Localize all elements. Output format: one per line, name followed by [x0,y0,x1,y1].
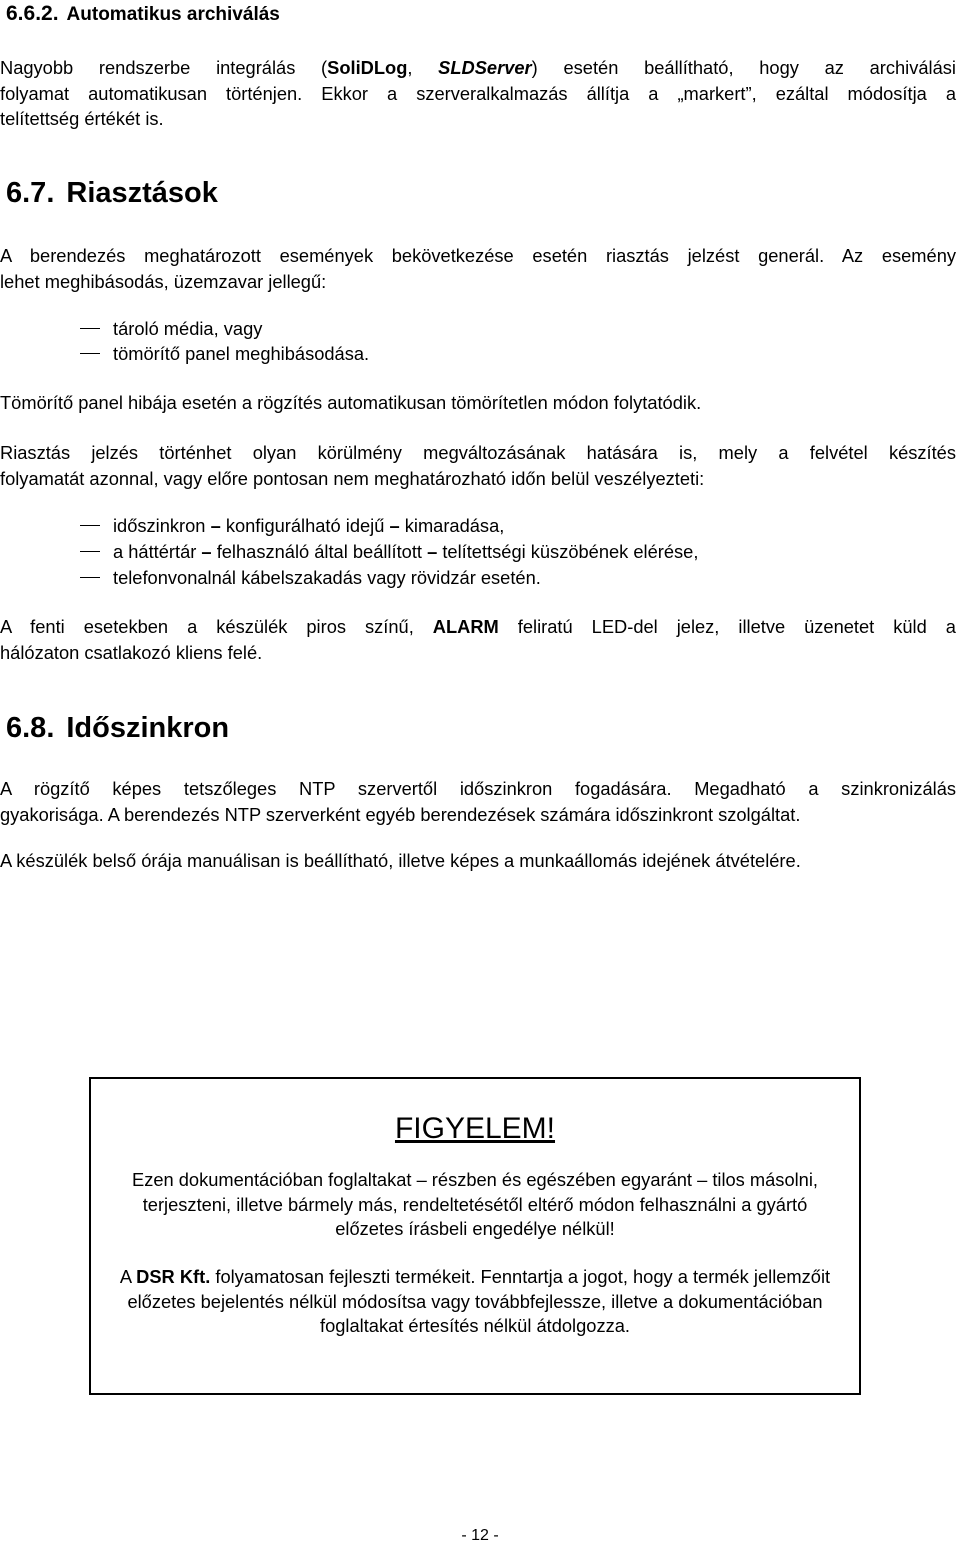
section-number: 6.7. [6,177,55,209]
list-item-text: tároló média, vagy [113,318,263,339]
paragraph-ntp [0,776,956,827]
alarm-label: ALARM [432,616,499,637]
paragraph-line: folyamat automatikusan történjen. Ekkor a szerveralkalmazás állítja a „markert”, ezáltal módosítja a [0,82,956,104]
text-run: , [407,57,439,78]
paragraph-compression-fault [0,390,956,416]
paragraph-line: telítettség értékét is. [0,108,164,130]
section-heading-6-8 [6,712,229,745]
list-item [0,341,956,367]
paragraph-line: Tömörítő panel hibája esetén a rögzítés automatikusan tömörítetlen módon folytatódik. [0,392,702,413]
paragraph-line: lehet meghibásodás, üzemzavar jellegű: [0,270,327,292]
paragraph-alarms-intro [0,243,956,294]
notice-box [89,1077,861,1395]
list-item [0,513,956,539]
list-item [0,539,956,565]
paragraph-line: Riasztás jelzés történhet olyan körülmény megváltozásának hatására is, mely a felvétel készítés [0,442,956,463]
text-run: telítettségi küszöbének elérése, [442,541,699,562]
paragraph-line [0,55,956,81]
section-title: Riasztások [66,177,218,209]
paragraph-clock [0,848,956,874]
paragraph-line: hálózaton csatlakozó kliens felé. [0,641,263,663]
text-run: ) esetén beállítható, hogy az archiválási [531,57,956,78]
product-name-solidlog: SoliDLog [327,57,408,78]
text-run: kimaradása, [404,515,505,536]
paragraph-line [0,614,956,640]
paragraph-line: A rögzítő képes tetszőleges NTP szervertől időszinkron fogadására. Megadható a szinkronizálás [0,778,956,799]
text-run: konfigurálható idejű [225,515,385,536]
paragraph-line: A berendezés meghatározott események bekövetkezése esetén riasztás jelzést generál. Az esemény [0,245,956,266]
paragraph-alarm-conditions [0,440,956,491]
product-name-sldserver: SLDServer [438,57,532,78]
dash-bullet-icon [80,551,100,552]
dash-bullet-icon [80,353,100,354]
paragraph-line: A készülék belső órája manuálisan is beállítható, illetve képes a munkaállomás idejének átvételére. [0,850,801,871]
section-title: Időszinkron [66,712,230,744]
page-number: - 12 - [461,1527,499,1544]
text-run: A fenti esetekben a készülék piros színű, [0,616,414,637]
list-item-text: tömörítő panel meghibásodása. [113,343,370,364]
paragraph-alarm-led [0,614,956,665]
list-item-text: telefonvonalnál kábelszakadás vagy rövidzár esetén. [113,567,541,588]
notice-title: FIGYELEM! [394,1112,556,1145]
text-run: feliratú LED-del jelez, illetve üzenetet küld a [517,616,956,637]
text-run: felhasználó által beállított [216,541,422,562]
dash-bullet-icon [80,577,100,578]
notice-paragraph-copyright: Ezen dokumentációban foglaltakat – részben és egészében egyaránt – tilos másolni, terjeszteni, illetve bármely más, rendeltetésétől eltérő módon felhasználni a gyártó előzetes írásbeli engedélye nélkül! [132,1169,818,1239]
list-item [0,316,956,342]
notice-paragraph-development [111,1265,839,1339]
section-heading-6-7 [6,177,218,210]
dash-bullet-icon [80,525,100,526]
section-number: 6.6.2. [6,2,59,25]
text-run: A [119,1266,137,1287]
text-run: Nagyobb rendszerbe integrálás ( [0,57,328,78]
paragraph-line: folyamatát azonnal, vagy előre pontosan nem meghatározható időn belül veszélyezteti: [0,467,705,489]
list-item-text: időszinkron – konfigurálható idejű – kimaradása, [113,515,505,536]
list-item [0,565,956,591]
text-run: a háttértár [113,541,197,562]
section-heading-6-6-2 [6,2,280,26]
dash-bullet-icon [80,328,100,329]
text-run: folyamatosan fejleszti termékeit. Fenntartja a jogot, hogy a termék jellemzőit előzetes bejelentés nélkül módosítsa vagy továbbfejlessze, illetve a dokumentációban foglaltakat értesítés nélkül átdolgozza. [127,1266,831,1336]
section-title: Automatikus archiválás [66,4,280,25]
list-item-text: a háttértár – felhasználó által beállított – telítettségi küszöbének elérése, [113,541,699,562]
paragraph-auto-archive [0,55,956,132]
paragraph-line: gyakorisága. A berendezés NTP szerverként egyéb berendezések számára időszinkront szolgáltat. [0,803,801,825]
text-run: időszinkron [113,515,206,536]
section-number: 6.8. [6,712,55,744]
company-name: DSR Kft. [136,1266,211,1287]
